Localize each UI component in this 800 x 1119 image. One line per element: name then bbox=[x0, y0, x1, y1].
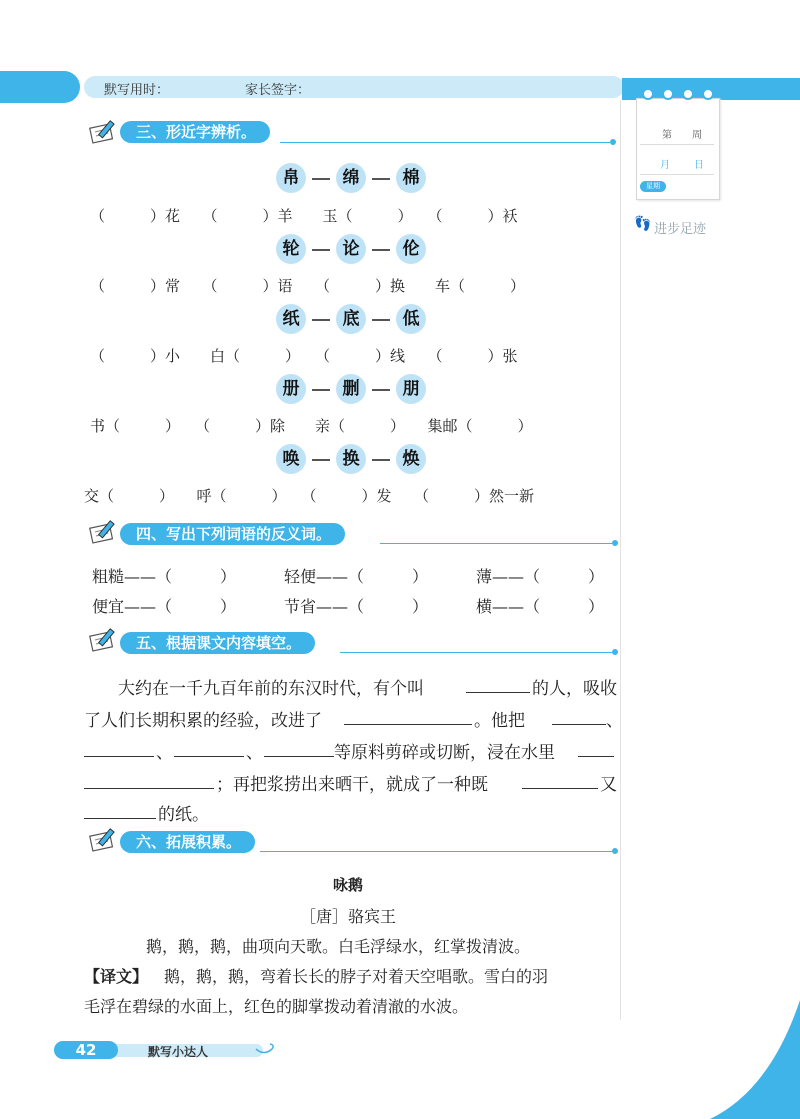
char-circle: 低 bbox=[396, 304, 426, 334]
section-rule bbox=[260, 851, 612, 852]
answer-blank[interactable] bbox=[466, 674, 530, 693]
dash bbox=[312, 249, 330, 251]
antonym-item[interactable]: 薄——（ ） bbox=[476, 567, 605, 586]
dash bbox=[372, 459, 390, 461]
calendar-weekday-badge[interactable]: 星期 bbox=[640, 181, 666, 192]
char-circle: 朋 bbox=[396, 374, 426, 404]
ring-icon bbox=[682, 88, 694, 100]
calendar-week[interactable]: 第 周 bbox=[662, 130, 702, 141]
char-circle: 底 bbox=[336, 304, 366, 334]
char-circle: 焕 bbox=[396, 444, 426, 474]
paragraph-text: 、 bbox=[246, 743, 263, 763]
fill-in-line[interactable]: 交（ ） 呼（ ） （ ）发 （ ）然一新 bbox=[84, 487, 535, 505]
answer-blank[interactable] bbox=[264, 738, 334, 757]
poem-title: 咏鹅 bbox=[333, 876, 364, 894]
dash bbox=[372, 249, 390, 251]
swirl-icon bbox=[254, 1040, 276, 1056]
pencil-paper-icon bbox=[88, 626, 120, 652]
pencil-paper-icon bbox=[88, 518, 120, 544]
parent-sign-label: 家长签字： bbox=[245, 83, 311, 98]
char-circle: 论 bbox=[336, 234, 366, 264]
answer-blank[interactable] bbox=[84, 770, 214, 789]
page-number: 42 bbox=[54, 1041, 118, 1059]
answer-blank[interactable] bbox=[174, 738, 244, 757]
section-title: 四、写出下列词语的反义词。 bbox=[120, 523, 345, 545]
paragraph-text: 又 bbox=[600, 775, 617, 795]
char-circle: 伦 bbox=[396, 234, 426, 264]
footprint-icon: 👣 bbox=[634, 216, 652, 232]
char-circle: 棉 bbox=[396, 163, 426, 193]
fill-in-line[interactable]: 书（ ） （ ）除 亲（ ） 集邮（ ） bbox=[90, 417, 533, 435]
fill-in-line[interactable]: （ ）花 （ ）羊 玉（ ） （ ）袄 bbox=[90, 207, 518, 225]
poem-author: ［唐］骆宾王 bbox=[300, 907, 397, 926]
corner-curl bbox=[710, 1000, 800, 1119]
translation-text: 毛浮在碧绿的水面上，红色的脚掌拨动着清澈的水波。 bbox=[84, 997, 469, 1016]
section-rule bbox=[340, 652, 612, 653]
section-rule bbox=[380, 543, 612, 544]
dash bbox=[312, 319, 330, 321]
antonym-item[interactable]: 横——（ ） bbox=[476, 597, 605, 616]
answer-blank[interactable] bbox=[578, 738, 614, 757]
translation-label: 【译文】 bbox=[84, 967, 149, 986]
margin-divider bbox=[620, 100, 621, 1020]
section-dot bbox=[610, 139, 616, 145]
fill-in-line[interactable]: （ ）小 白（ ） （ ）线 （ ）张 bbox=[90, 347, 518, 365]
paragraph-text: 等原料剪碎或切断，浸在水里 bbox=[334, 743, 555, 763]
char-circle: 帛 bbox=[276, 163, 306, 193]
paragraph-text: ；再把浆捞出来晒干，就成了一种既 bbox=[216, 775, 488, 795]
char-circle: 轮 bbox=[276, 234, 306, 264]
dash bbox=[312, 178, 330, 180]
char-circle: 唤 bbox=[276, 444, 306, 474]
char-circle: 册 bbox=[276, 374, 306, 404]
fill-in-line[interactable]: （ ）常 （ ）语 （ ）换 车（ ） bbox=[90, 277, 526, 295]
section-dot bbox=[612, 649, 618, 655]
poem-text: 鹅，鹅，鹅，曲项向天歌。白毛浮绿水，红掌拨清波。 bbox=[146, 937, 531, 956]
section-dot bbox=[612, 540, 618, 546]
header-left-tab bbox=[0, 71, 80, 103]
section-dot bbox=[612, 848, 618, 854]
dash bbox=[372, 178, 390, 180]
section-title: 六、拓展积累。 bbox=[120, 831, 255, 853]
answer-blank[interactable] bbox=[552, 706, 606, 725]
paragraph-text: 、 bbox=[156, 743, 173, 763]
answer-blank[interactable] bbox=[84, 800, 156, 819]
ring-icon bbox=[662, 88, 674, 100]
translation-text: 鹅，鹅，鹅，弯着长长的脖子对着天空唱歌。雪白的羽 bbox=[164, 967, 549, 986]
book-name: 默写小达人 bbox=[148, 1045, 209, 1059]
pencil-paper-icon bbox=[88, 826, 120, 852]
paragraph-text: 了人们长期积累的经验，改进了 bbox=[84, 711, 322, 731]
dash bbox=[312, 459, 330, 461]
char-circle: 纸 bbox=[276, 304, 306, 334]
paragraph-text: 大约在一千九百年前的东汉时代，有个叫 bbox=[118, 679, 424, 699]
dash bbox=[372, 389, 390, 391]
char-circle: 删 bbox=[336, 374, 366, 404]
section-title: 三、形近字辨析。 bbox=[120, 121, 270, 143]
char-circle: 换 bbox=[336, 444, 366, 474]
progress-label: 进步足迹 bbox=[654, 222, 707, 237]
divider bbox=[640, 174, 714, 175]
answer-blank[interactable] bbox=[522, 770, 598, 789]
section-rule bbox=[280, 142, 610, 143]
ring-icon bbox=[702, 88, 714, 100]
paragraph-text: 、 bbox=[606, 711, 623, 731]
dictation-time-label: 默写用时： bbox=[104, 83, 170, 98]
divider bbox=[640, 144, 714, 145]
calendar-month[interactable]: 月 bbox=[660, 160, 670, 171]
paragraph-text: 的纸。 bbox=[158, 805, 209, 825]
antonym-item[interactable]: 节省——（ ） bbox=[284, 597, 429, 616]
antonym-item[interactable]: 轻便——（ ） bbox=[284, 567, 429, 586]
paragraph-text: 。他把 bbox=[474, 711, 525, 731]
antonym-item[interactable]: 粗糙——（ ） bbox=[92, 567, 237, 586]
paragraph-text: 的人，吸收 bbox=[532, 679, 617, 699]
section-title: 五、根据课文内容填空。 bbox=[120, 632, 315, 654]
char-circle: 绵 bbox=[336, 163, 366, 193]
antonym-item[interactable]: 便宜——（ ） bbox=[92, 597, 237, 616]
answer-blank[interactable] bbox=[84, 738, 154, 757]
pencil-paper-icon bbox=[88, 118, 120, 144]
calendar-day[interactable]: 日 bbox=[694, 160, 704, 171]
dash bbox=[312, 389, 330, 391]
ring-icon bbox=[642, 88, 654, 100]
dash bbox=[372, 319, 390, 321]
answer-blank[interactable] bbox=[344, 706, 472, 725]
